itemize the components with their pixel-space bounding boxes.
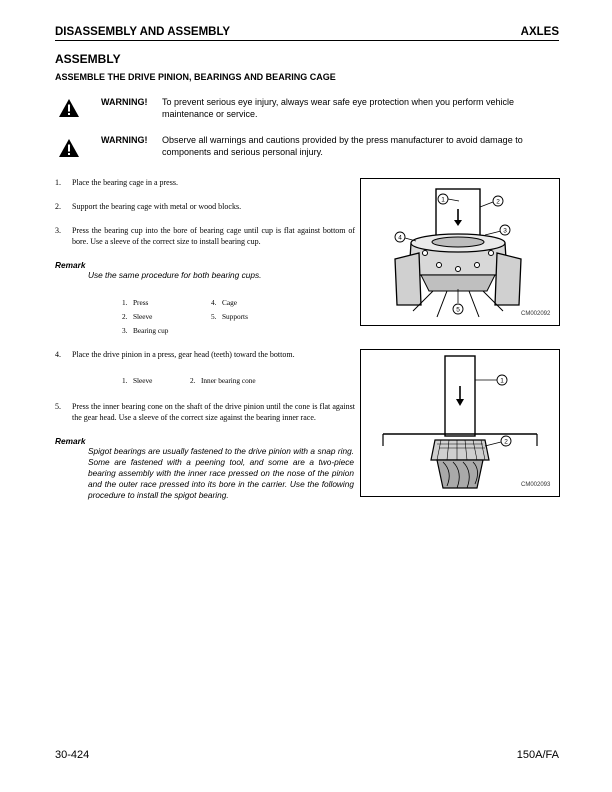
remark-text: Use the same procedure for both bearing cups. — [88, 270, 262, 280]
header-rule — [55, 40, 559, 41]
page-header — [55, 26, 559, 40]
header-chapter-title: DISASSEMBLY AND ASSEMBLY — [55, 26, 231, 38]
remark-heading: Remark — [55, 436, 86, 446]
warning-label: WARNING! — [101, 135, 148, 145]
step-text: Press the bearing cup into the bore of bearing cage until cup is flat against bottom of bore. Use a sleeve of the correct size to install bearing cup. — [72, 226, 355, 246]
figure-code: CM002092 — [521, 311, 551, 317]
step-text: Press the inner bearing cone on the shaft of the drive pinion until the cone is flat against the gear head. Use a sleeve of the correct size against the bearing inner race. — [72, 402, 355, 422]
header-section-name: AXLES — [520, 26, 559, 38]
legend-item: 3. Bearing cup — [122, 326, 169, 335]
callout-number: 3 — [503, 227, 507, 235]
step-number: 5. — [55, 402, 61, 411]
callout-number: 2 — [504, 438, 508, 446]
section-title: ASSEMBLY — [55, 52, 121, 66]
step-number: 1. — [55, 178, 61, 187]
legend-item: 2. Sleeve — [122, 312, 153, 321]
warning-icon — [58, 138, 80, 158]
legend-item: 1. Press — [122, 298, 149, 307]
warning-text: To prevent serious eye injury, always wear safe eye protection when you perform vehicle maintenance or service. — [162, 97, 515, 119]
remark-text: Spigot bearings are usually fastened to the drive pinion with a snap ring. Some are fastened with a peening tool, and some are a two-piece bearing assembly with the inner race pressed on the nose of the pinion and the outer race pressed into its bore in the carrier. Use the following procedure to install the spigot bearing. — [88, 446, 354, 500]
step-text: Support the bearing cage with metal or wood blocks. — [72, 202, 242, 211]
page-number: 30-424 — [55, 749, 90, 761]
callout-number: 5 — [456, 306, 460, 314]
pinion-bearing-press-illustration — [361, 350, 559, 496]
remark-heading: Remark — [55, 260, 86, 270]
figure-code: CM002093 — [521, 482, 551, 488]
figure-bearing-cage-press — [360, 178, 560, 326]
step-number: 4. — [55, 350, 61, 359]
callout-number: 4 — [398, 234, 402, 242]
step-text: Place the bearing cage in a press. — [72, 178, 178, 187]
legend-item: 5. Supports — [211, 312, 248, 321]
legend-item: 4. Cage — [211, 298, 237, 307]
callout-number: 1 — [500, 377, 504, 385]
step-number: 3. — [55, 226, 61, 235]
subsection-title: ASSEMBLE THE DRIVE PINION, BEARINGS AND BEARING CAGE — [55, 72, 336, 82]
step-number: 2. — [55, 202, 61, 211]
model-code: 150A/FA — [516, 749, 559, 761]
warning-text: Observe all warnings and cautions provided by the press manufacturer to avoid damage to components and serious personal injury. — [162, 135, 523, 157]
callout-number: 1 — [441, 196, 445, 204]
figure-pinion-bearing-press — [360, 349, 560, 497]
legend-item: 2. Inner bearing cone — [190, 376, 256, 385]
step-text: Place the drive pinion in a press, gear head (teeth) toward the bottom. — [72, 350, 295, 359]
callout-number: 2 — [496, 198, 500, 206]
warning-label: WARNING! — [101, 97, 148, 107]
legend-item: 1. Sleeve — [122, 376, 153, 385]
warning-icon — [58, 98, 80, 118]
bearing-cage-press-illustration — [361, 179, 559, 325]
